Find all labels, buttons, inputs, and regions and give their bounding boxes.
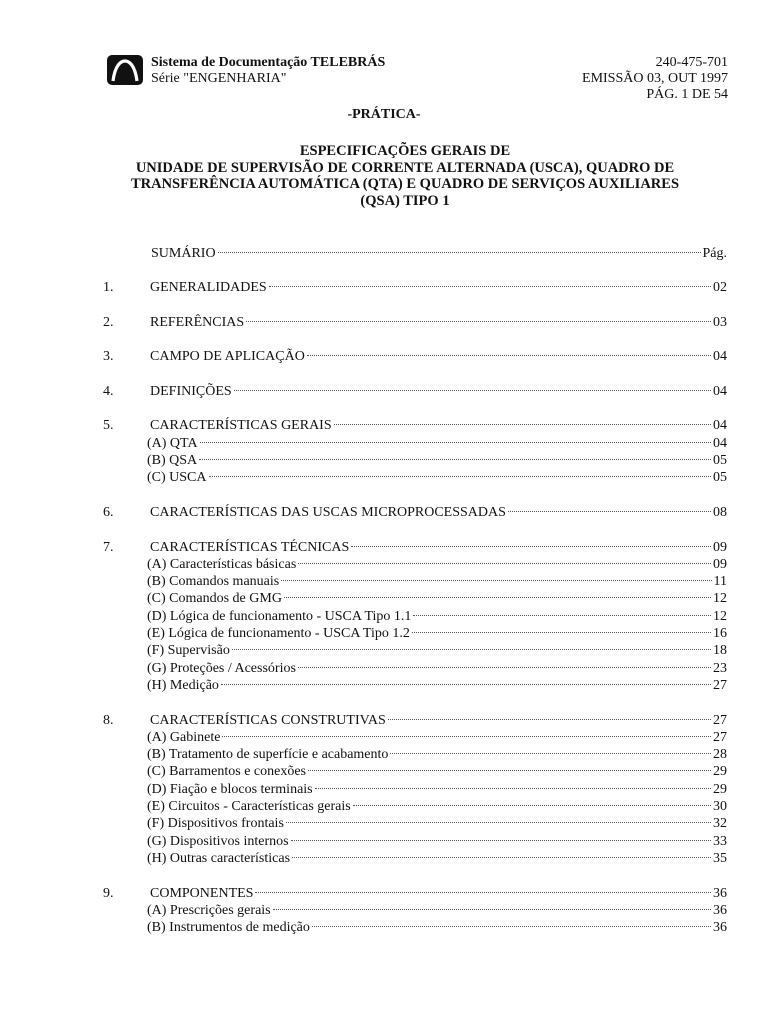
- edition-label: EMISSÃO 03, OUT 1997: [582, 71, 728, 86]
- toc-item-row[interactable]: [0, 556, 768, 574]
- toc-leader: [508, 511, 711, 512]
- toc-item-row[interactable]: [0, 435, 768, 453]
- toc-item-row[interactable]: [0, 625, 768, 643]
- toc-item-row[interactable]: [0, 798, 768, 816]
- toc-section-label: CARACTERÍSTICAS GERAIS: [150, 418, 332, 434]
- toc-page-number: 08: [713, 504, 727, 520]
- toc-section-number: 7.: [103, 539, 114, 555]
- toc-section-row[interactable]: [0, 885, 768, 903]
- toc-item-row[interactable]: [0, 763, 768, 781]
- toc-item-row[interactable]: [0, 590, 768, 608]
- toc-section-number: 6.: [103, 504, 114, 520]
- toc-section-number: 9.: [103, 885, 114, 901]
- toc-item-label: (A) Características básicas: [147, 556, 297, 572]
- toc-section-label: CAMPO DE APLICAÇÃO: [150, 349, 305, 365]
- toc-item-row[interactable]: [0, 452, 768, 470]
- toc-leader: [246, 321, 711, 322]
- toc-section-number: 3.: [103, 349, 114, 365]
- toc-item-label: (A) Gabinete: [147, 729, 221, 745]
- title-line: ESPECIFICAÇÕES GERAIS DE: [299, 143, 511, 159]
- toc-section-label: REFERÊNCIAS: [150, 314, 245, 330]
- toc-section-number: 5.: [103, 418, 114, 434]
- toc-leader: [388, 719, 711, 720]
- toc-item-label: (B) QSA: [147, 453, 198, 468]
- toc-section-number: 1.: [103, 280, 114, 295]
- toc-section-row[interactable]: [0, 314, 768, 332]
- toc-page-number: 05: [713, 470, 727, 486]
- toc-leader: [218, 252, 701, 253]
- toc-item-row[interactable]: [0, 850, 768, 868]
- toc-summary-row: [0, 245, 768, 263]
- toc-item-row[interactable]: [0, 833, 768, 851]
- toc-page-number: 04: [713, 349, 727, 365]
- toc-leader: [351, 546, 711, 547]
- toc-page-number: 12: [713, 591, 727, 607]
- toc-page-number: 23: [713, 660, 727, 676]
- toc-item-label: (C) USCA: [147, 470, 207, 486]
- toc-leader: [312, 926, 711, 927]
- toc-item-label: (D) Fiação e blocos terminais: [147, 781, 313, 797]
- toc-section-label: GENERALIDADES: [150, 280, 267, 295]
- toc-page-number: 36: [713, 885, 727, 901]
- toc-page-number: 11: [713, 574, 727, 590]
- toc-page-number: 02: [713, 280, 727, 295]
- toc-item-row[interactable]: [0, 746, 768, 764]
- toc-leader: [284, 597, 711, 598]
- toc-item-label: (E) Lógica de funcionamento - USCA Tipo 1.2: [147, 626, 410, 641]
- toc-item-label: (F) Dispositivos frontais: [147, 816, 284, 832]
- toc-page-number: 09: [713, 539, 727, 555]
- document-title: [90, 143, 720, 209]
- doc-number: 240-475-701: [655, 55, 728, 70]
- toc-leader: [292, 857, 711, 858]
- toc-item-label: (H) Medição: [147, 677, 219, 693]
- toc-summary-page-label: Pág.: [702, 246, 727, 261]
- toc-leader: [291, 840, 711, 841]
- toc-section-label: CARACTERÍSTICAS CONSTRUTIVAS: [150, 712, 386, 728]
- toc-leader: [353, 805, 711, 806]
- toc-item-row[interactable]: [0, 573, 768, 591]
- toc-leader: [221, 684, 711, 685]
- toc-section-label: CARACTERÍSTICAS DAS USCAS MICROPROCESSADAS: [150, 504, 506, 520]
- toc-page-number: 32: [713, 816, 727, 832]
- series-label: Série "ENGENHARIA": [151, 71, 287, 86]
- toc-item-label: (B) Instrumentos de medição: [147, 920, 310, 936]
- title-line: (QSA) TIPO 1: [360, 192, 450, 209]
- toc-item-row[interactable]: [0, 469, 768, 487]
- org-name: Sistema de Documentação TELEBRÁS: [151, 55, 386, 70]
- toc-item-label: (B) Tratamento de superfície e acabamento: [147, 747, 389, 763]
- toc-item-row[interactable]: [0, 902, 768, 920]
- toc-leader: [273, 909, 711, 910]
- toc-item-row[interactable]: [0, 815, 768, 833]
- toc-leader: [286, 822, 711, 823]
- toc-page-number: 04: [713, 435, 727, 451]
- toc-page-number: 27: [713, 677, 727, 693]
- toc-page-number: 35: [713, 850, 727, 866]
- toc-leader: [334, 424, 711, 425]
- toc-leader: [200, 442, 711, 443]
- toc-section-row[interactable]: [0, 539, 768, 557]
- toc-leader: [412, 632, 711, 633]
- page-indicator: PÁG. 1 DE 54: [646, 87, 728, 102]
- toc-item-row[interactable]: [0, 729, 768, 747]
- toc-leader: [307, 355, 711, 356]
- toc-item-label: (F) Supervisão: [147, 643, 230, 659]
- toc-section-row[interactable]: [0, 383, 768, 401]
- toc-leader: [315, 788, 711, 789]
- toc-page-number: 36: [713, 902, 727, 918]
- toc-item-row[interactable]: [0, 919, 768, 937]
- toc-page-number: 27: [713, 712, 727, 728]
- toc-page-number: 16: [713, 626, 727, 641]
- toc-section-label: CARACTERÍSTICAS TÉCNICAS: [150, 539, 350, 555]
- toc-leader: [298, 667, 711, 668]
- toc-item-label: (D) Lógica de funcionamento - USCA Tipo 1.1: [147, 608, 412, 624]
- toc-leader: [199, 459, 711, 460]
- toc-item-label: (A) Prescrições gerais: [147, 902, 271, 918]
- toc-item-label: (H) Outras características: [147, 850, 291, 866]
- toc-page-number: 18: [713, 643, 727, 659]
- toc-leader: [298, 563, 711, 564]
- toc-item-label: (A) QTA: [147, 435, 198, 451]
- toc-item-row[interactable]: [0, 677, 768, 695]
- toc-page-number: 29: [713, 764, 727, 780]
- toc-page-number: 03: [713, 314, 727, 330]
- toc-page-number: 05: [713, 453, 727, 468]
- toc-page-number: 27: [713, 729, 727, 745]
- toc-page-number: 09: [713, 556, 727, 572]
- toc-page-number: 04: [713, 418, 727, 434]
- title-line: UNIDADE DE SUPERVISÃO DE CORRENTE ALTERNADA (USCA), QUADRO DE: [135, 159, 675, 176]
- toc-page-number: 04: [713, 383, 727, 399]
- toc-item-row[interactable]: [0, 660, 768, 678]
- toc-section-number: 8.: [103, 712, 114, 728]
- toc-item-label: (B) Comandos manuais: [147, 574, 280, 590]
- toc-page-number: 29: [713, 781, 727, 797]
- toc-item-label: (C) Comandos de GMG: [147, 591, 282, 607]
- toc-item-label: (C) Barramentos e conexões: [147, 764, 306, 780]
- telebras-logo-icon: [107, 55, 143, 85]
- toc-leader: [390, 753, 711, 754]
- toc-page-number: 36: [713, 920, 727, 936]
- toc-leader: [413, 615, 711, 616]
- toc-leader: [234, 390, 711, 391]
- doc-info-block: [582, 55, 728, 103]
- toc-leader: [232, 649, 711, 650]
- toc-section-row[interactable]: [0, 712, 768, 730]
- title-line: TRANSFERÊNCIA AUTOMÁTICA (QTA) E QUADRO DE SERVIÇOS AUXILIARES: [130, 176, 680, 192]
- toc-page-number: 33: [713, 833, 727, 849]
- toc-item-row[interactable]: [0, 781, 768, 799]
- toc-item-label: (E) Circuitos - Características gerais: [147, 799, 351, 814]
- toc-leader: [281, 580, 711, 581]
- toc-item-row[interactable]: [0, 608, 768, 626]
- toc-leader: [269, 286, 711, 287]
- toc-section-number: 2.: [103, 314, 114, 330]
- toc-page-number: 12: [713, 608, 727, 624]
- toc-page-number: 28: [713, 747, 727, 763]
- toc-section-label: DEFINIÇÕES: [150, 383, 232, 399]
- toc-leader: [308, 770, 711, 771]
- toc-section-row[interactable]: [0, 279, 768, 297]
- toc-section-row[interactable]: [0, 417, 768, 435]
- toc-section-row[interactable]: [0, 348, 768, 366]
- toc-leader: [255, 892, 711, 893]
- toc-leader: [209, 476, 711, 477]
- toc-section-number: 4.: [103, 383, 114, 399]
- toc-item-row[interactable]: [0, 642, 768, 660]
- toc-section-row[interactable]: [0, 504, 768, 522]
- doc-kind: -PRÁTICA-: [347, 107, 421, 122]
- toc-section-label: COMPONENTES: [150, 885, 254, 901]
- toc-item-label: (G) Proteções / Acessórios: [147, 660, 296, 676]
- toc-page-number: 30: [713, 799, 727, 814]
- toc-summary-label: SUMÁRIO: [151, 246, 216, 261]
- toc-item-label: (G) Dispositivos internos: [147, 833, 289, 849]
- org-block: [151, 55, 385, 87]
- toc-leader: [222, 736, 711, 737]
